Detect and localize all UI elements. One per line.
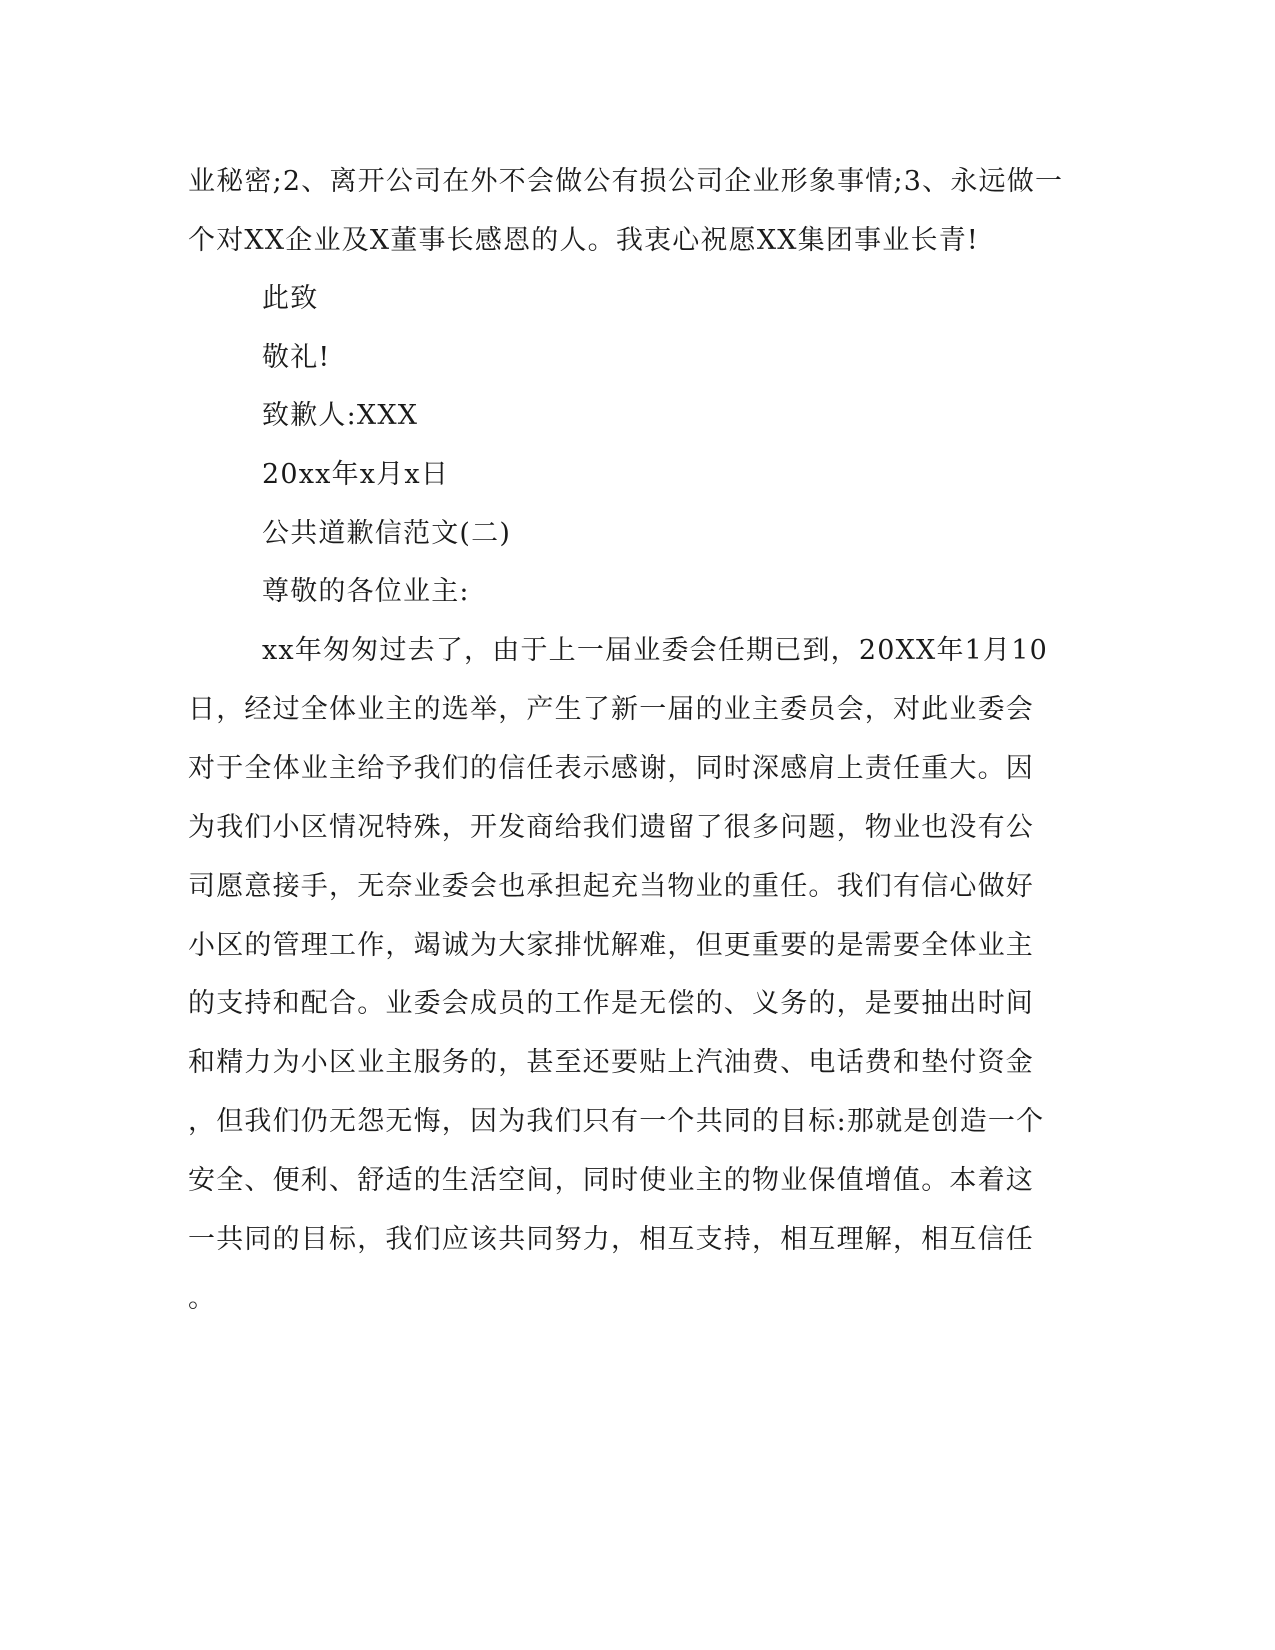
paragraph-line-12: 。 xyxy=(188,1283,217,1314)
paragraph-line-2: 日，经过全体业主的选举，产生了新一届的业主委员会，对此业委会 xyxy=(188,694,1034,725)
section-title: 公共道歉信范文(二) xyxy=(262,518,512,549)
body-line-2: 个对XX企业及X董事长感恩的人。我衷心祝愿XX集团事业长青! xyxy=(188,225,979,256)
paragraph-line-4: 为我们小区情况特殊，开发商给我们遗留了很多问题，物业也没有公 xyxy=(188,812,1034,843)
paragraph-line-7: 的支持和配合。业委会成员的工作是无偿的、义务的，是要抽出时间 xyxy=(188,988,1034,1019)
paragraph-line-8: 和精力为小区业主服务的，甚至还要贴上汽油费、电话费和垫付资金 xyxy=(188,1047,1034,1078)
closing-regards: 敬礼! xyxy=(262,342,331,373)
greeting: 尊敬的各位业主: xyxy=(262,576,470,607)
body-line-1: 业秘密;2、离开公司在外不会做公有损公司企业形象事情;3、永远做一 xyxy=(188,166,1064,197)
paragraph-line-11: 一共同的目标，我们应该共同努力，相互支持，相互理解，相互信任 xyxy=(188,1224,1034,1255)
paragraph-line-9: ，但我们仍无怨无悔，因为我们只有一个共同的目标:那就是创造一个 xyxy=(188,1106,1045,1137)
paragraph-line-6: 小区的管理工作，竭诚为大家排忧解难，但更重要的是需要全体业主 xyxy=(188,930,1034,961)
paragraph-line-3: 对于全体业主给予我们的信任表示感谢，同时深感肩上责任重大。因 xyxy=(188,753,1034,784)
paragraph-line-10: 安全、便利、舒适的生活空间，同时使业主的物业保值增值。本着这 xyxy=(188,1165,1034,1196)
paragraph-line-5: 司愿意接手，无奈业委会也承担起充当物业的重任。我们有信心做好 xyxy=(188,871,1034,902)
signature-date: 20xx年x月x日 xyxy=(262,459,450,490)
signature-name: 致歉人:XXX xyxy=(262,400,419,431)
closing-salutation: 此致 xyxy=(262,283,319,314)
paragraph-line-1: xx年匆匆过去了，由于上一届业委会任期已到，20XX年1月10 xyxy=(262,635,1048,666)
